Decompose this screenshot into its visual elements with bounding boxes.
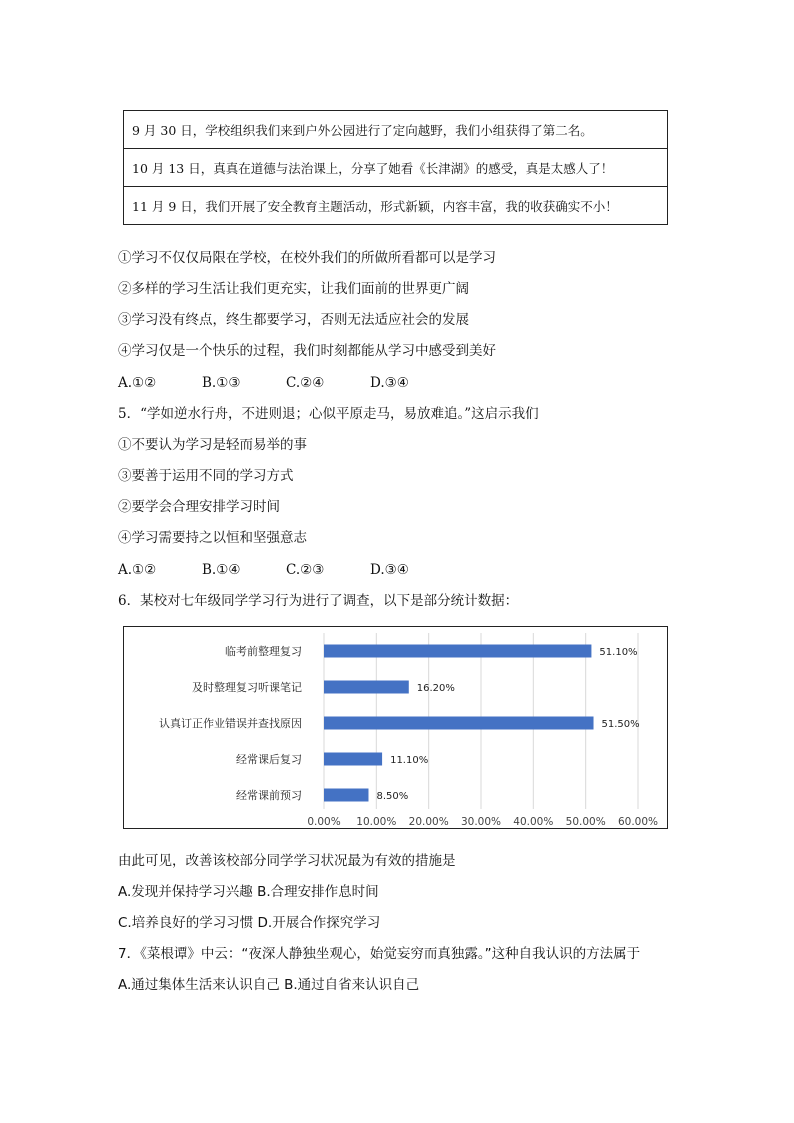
table-cell: 10 月 13 日，真真在道德与法治课上，分享了她看《长津湖》的感受，真是太感人了！: [132, 161, 614, 176]
data-label: 16.20%: [416, 683, 455, 694]
q4-statement-2: ②多样的学习生活让我们更充实，让我们面前的世界更广阔: [118, 281, 469, 297]
bar: [324, 645, 591, 658]
q5-statement-1: ①不要认为学习是轻而易举的事: [118, 437, 307, 453]
chart-svg: [124, 627, 667, 828]
table-row: [124, 187, 667, 225]
q7-stem: 7．《菜根谭》中云：“夜深人静独坐观心，始觉妄穷而真独露。”这种自我认识的方法属于: [118, 946, 641, 962]
q5-statement-2: ③要善于运用不同的学习方式: [118, 468, 294, 484]
event-table: [123, 110, 668, 225]
q5-statement-3: ②要学会合理安排学习时间: [118, 499, 280, 515]
q4-option-c[interactable]: C.②④: [286, 375, 325, 391]
data-label: 51.50%: [601, 719, 640, 730]
q5-statement-4: ④学习需要持之以恒和坚强意志: [118, 530, 307, 546]
q4-option-a[interactable]: A.①②: [118, 375, 157, 391]
category-label: 及时整理复习听课笔记: [192, 681, 302, 694]
q5-stem: 5．“学如逆水行舟，不进则退；心似平原走马，易放难追。”这启示我们: [118, 406, 539, 422]
q6-after-text: 由此可见，改善该校部分同学学习状况最为有效的措施是: [118, 853, 456, 869]
q7-options-line-1: A.通过集体生活来认识自己 B.通过自省来认识自己: [118, 977, 420, 993]
category-label: 认真订正作业错误并查找原因: [159, 717, 302, 730]
q6-options-line-1: A.发现并保持学习兴趣 B.合理安排作息时间: [118, 884, 379, 900]
bar: [324, 753, 382, 766]
q5-options: [118, 561, 409, 579]
q5-option-d[interactable]: D.③④: [370, 562, 409, 578]
x-tick-label: 20.00%: [408, 816, 449, 828]
table-row: [124, 111, 667, 149]
bar: [324, 717, 594, 730]
data-label: 11.10%: [390, 755, 429, 766]
q6-options-line-2: C.培养良好的学习习惯 D.开展合作探究学习: [118, 915, 381, 931]
q5-option-a[interactable]: A.①②: [118, 562, 157, 578]
table-cell: 9 月 30 日，学校组织我们来到户外公园进行了定向越野，我们小组获得了第二名。: [132, 123, 593, 138]
q4-option-d[interactable]: D.③④: [370, 375, 409, 391]
category-label: 临考前整理复习: [225, 645, 302, 658]
q5-option-c[interactable]: C.②③: [286, 562, 325, 578]
x-tick-label: 10.00%: [356, 816, 397, 828]
x-tick-label: 30.00%: [460, 816, 502, 828]
table-row: [124, 149, 667, 187]
category-label: 经常课后复习: [236, 753, 302, 766]
q4-statement-4: ④学习仅是一个快乐的过程，我们时刻都能从学习中感受到美好: [118, 343, 496, 359]
q4-statement-1: ①学习不仅仅局限在学校，在校外我们的所做所看都可以是学习: [118, 250, 496, 266]
x-tick-label: 0.00%: [307, 816, 341, 828]
q4-statement-3: ③学习没有终点，终生都要学习，否则无法适应社会的发展: [118, 312, 469, 328]
x-tick-label: 50.00%: [565, 816, 606, 828]
bar: [324, 789, 368, 802]
q6-stem: 6．某校对七年级同学学习行为进行了调查，以下是部分统计数据：: [118, 593, 519, 609]
x-tick-label: 60.00%: [617, 816, 659, 828]
category-label: 经常课前预习: [236, 789, 302, 802]
q4-options: [118, 374, 409, 392]
data-label: 51.10%: [599, 647, 638, 658]
data-label: 8.50%: [376, 791, 409, 802]
x-tick-label: 40.00%: [513, 816, 554, 828]
survey-bar-chart: [123, 626, 668, 829]
bar: [324, 681, 409, 694]
table-cell: 11 月 9 日，我们开展了安全教育主题活动，形式新颖，内容丰富，我的收获确实不小！: [132, 199, 618, 214]
q5-option-b[interactable]: B.①④: [202, 562, 241, 578]
q4-option-b[interactable]: B.①③: [202, 375, 241, 391]
